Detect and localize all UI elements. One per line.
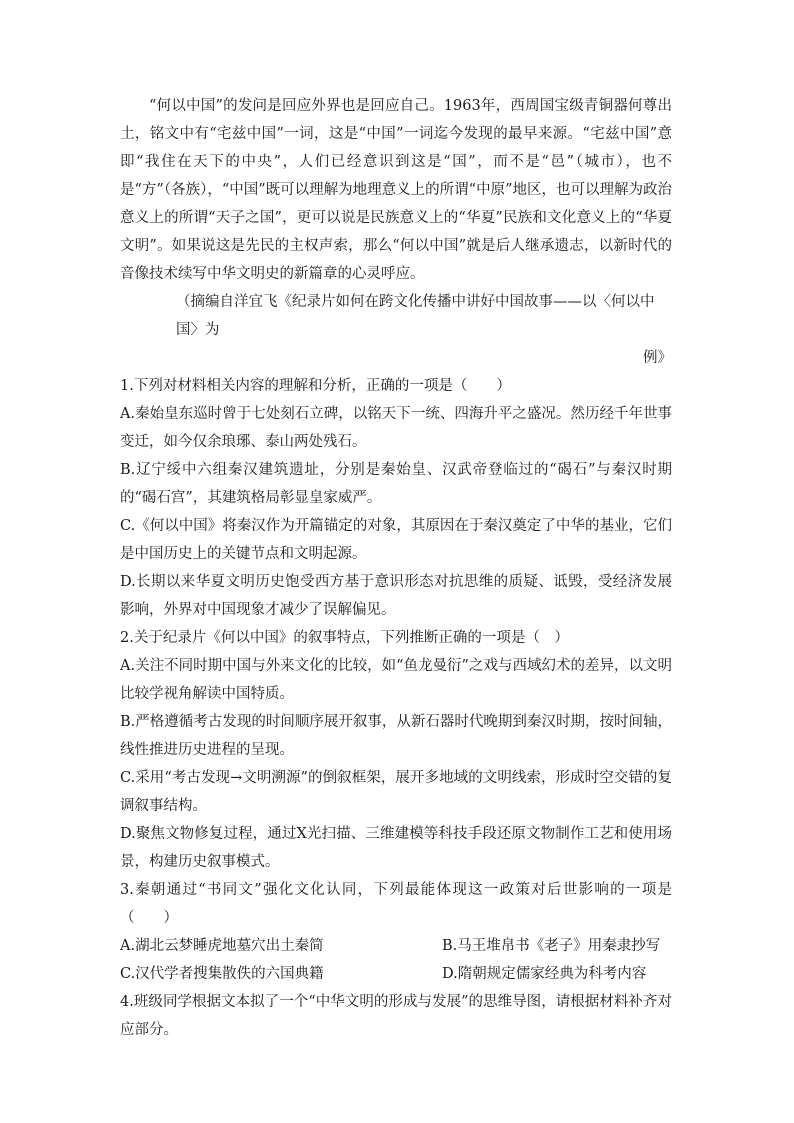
option-b: B.马王堆帛书《老子》用秦隶抄写 bbox=[442, 938, 661, 954]
option-c: C.采用“考古发现→文明溯源”的倒叙框架，展开多地域的文明线索，形成时空交错的复调叙事结构。 bbox=[120, 770, 672, 814]
option-a: A.关注不同时期中国与外来文化的比较，如“鱼龙曼衍”之戏与西域幻术的差异，以文明比较学视角解读中国特质。 bbox=[120, 658, 672, 702]
option-c: C.汉代学者搜集散佚的六国典籍 bbox=[120, 966, 324, 982]
options-row bbox=[120, 960, 672, 988]
question-stem: 4.班级同学根据文本拟了一个“中华文明的形成与发展”的思维导图，请根据材料补齐对应部分。 bbox=[120, 994, 672, 1038]
option-a: A.湖北云梦睡虎地墓穴出土秦简 bbox=[120, 938, 324, 954]
question-stem: 3.秦朝通过“书同文”强化文化认同，下列最能体现这一政策对后世影响的一项是（ ） bbox=[120, 882, 672, 926]
question-stem: 2.关于纪录片《何以中国》的叙事特点，下列推断正确的一项是（ ） bbox=[120, 630, 569, 646]
question-4 bbox=[120, 988, 672, 1044]
option-d: D.隋朝规定儒家经典为科考内容 bbox=[442, 966, 647, 982]
source-citation: （摘编自洋宜飞《纪录片如何在跨文化传播中讲好中国故事——以〈何以中国〉为 bbox=[176, 294, 655, 338]
question-1 bbox=[120, 372, 672, 624]
document-content bbox=[120, 92, 672, 1044]
passage-source bbox=[120, 288, 672, 372]
option-d: D.长期以来华夏文明历史饱受西方基于意识形态对抗思维的质疑、诋毁，受经济发展影响，外界对中国现象才减少了误解偏见。 bbox=[120, 574, 672, 618]
passage-paragraph: “何以中国”的发问是回应外界也是回应自己。1963年，西周国宝级青铜器何尊出土，铭文中有“宅兹中国”一词，这是“中国”一词迄今发现的最早来源。“宅兹中国”意即“我住在天下的中央”，人们已经意识到这是“国”，而不是“邑”（城市），也不是“方”（各族），“中国”既可以理解为地理意义上的所谓“中原”地区，也可以理解为政治意义上的所谓“天子之国”，更可以说是民族意义上的“华夏”民族和文化意义上的“华夏文明”。如果说这是先民的主权声索，那么“何以中国”就是后人继承遗志，以新时代的音像技术续写中华文明史的新篇章的心灵呼应。 bbox=[120, 98, 672, 282]
question-3 bbox=[120, 876, 672, 988]
option-d: D.聚焦文物修复过程，通过X光扫描、三维建模等科技手段还原文物制作工艺和使用场景，构建历史叙事模式。 bbox=[120, 826, 672, 870]
option-c: C.《何以中国》将秦汉作为开篇锚定的对象，其原因在于秦汉奠定了中华的基业，它们是中国历史上的关键节点和文明起源。 bbox=[120, 518, 672, 562]
option-a: A.秦始皇东巡时曾于七处刻石立碑，以铭天下一统、四海升平之盛况。然历经千年世事变迁，如今仅余琅琊、泰山两处残石。 bbox=[120, 406, 672, 450]
source-citation-end: 例》 bbox=[643, 350, 672, 366]
option-b: B.严格遵循考古发现的时间顺序展开叙事，从新石器时代晚期到秦汉时期，按时间轴，线性推进历史进程的呈现。 bbox=[120, 714, 672, 758]
option-b: B.辽宁绥中六组秦汉建筑遗址，分别是秦始皇、汉武帝登临过的“碣石”与秦汉时期的“碣石宫”，其建筑格局彰显皇家威严。 bbox=[120, 462, 672, 506]
options-row bbox=[120, 932, 672, 960]
question-stem: 1.下列对材料相关内容的理解和分析，正确的一项是（ ） bbox=[120, 378, 511, 394]
question-2 bbox=[120, 624, 672, 876]
